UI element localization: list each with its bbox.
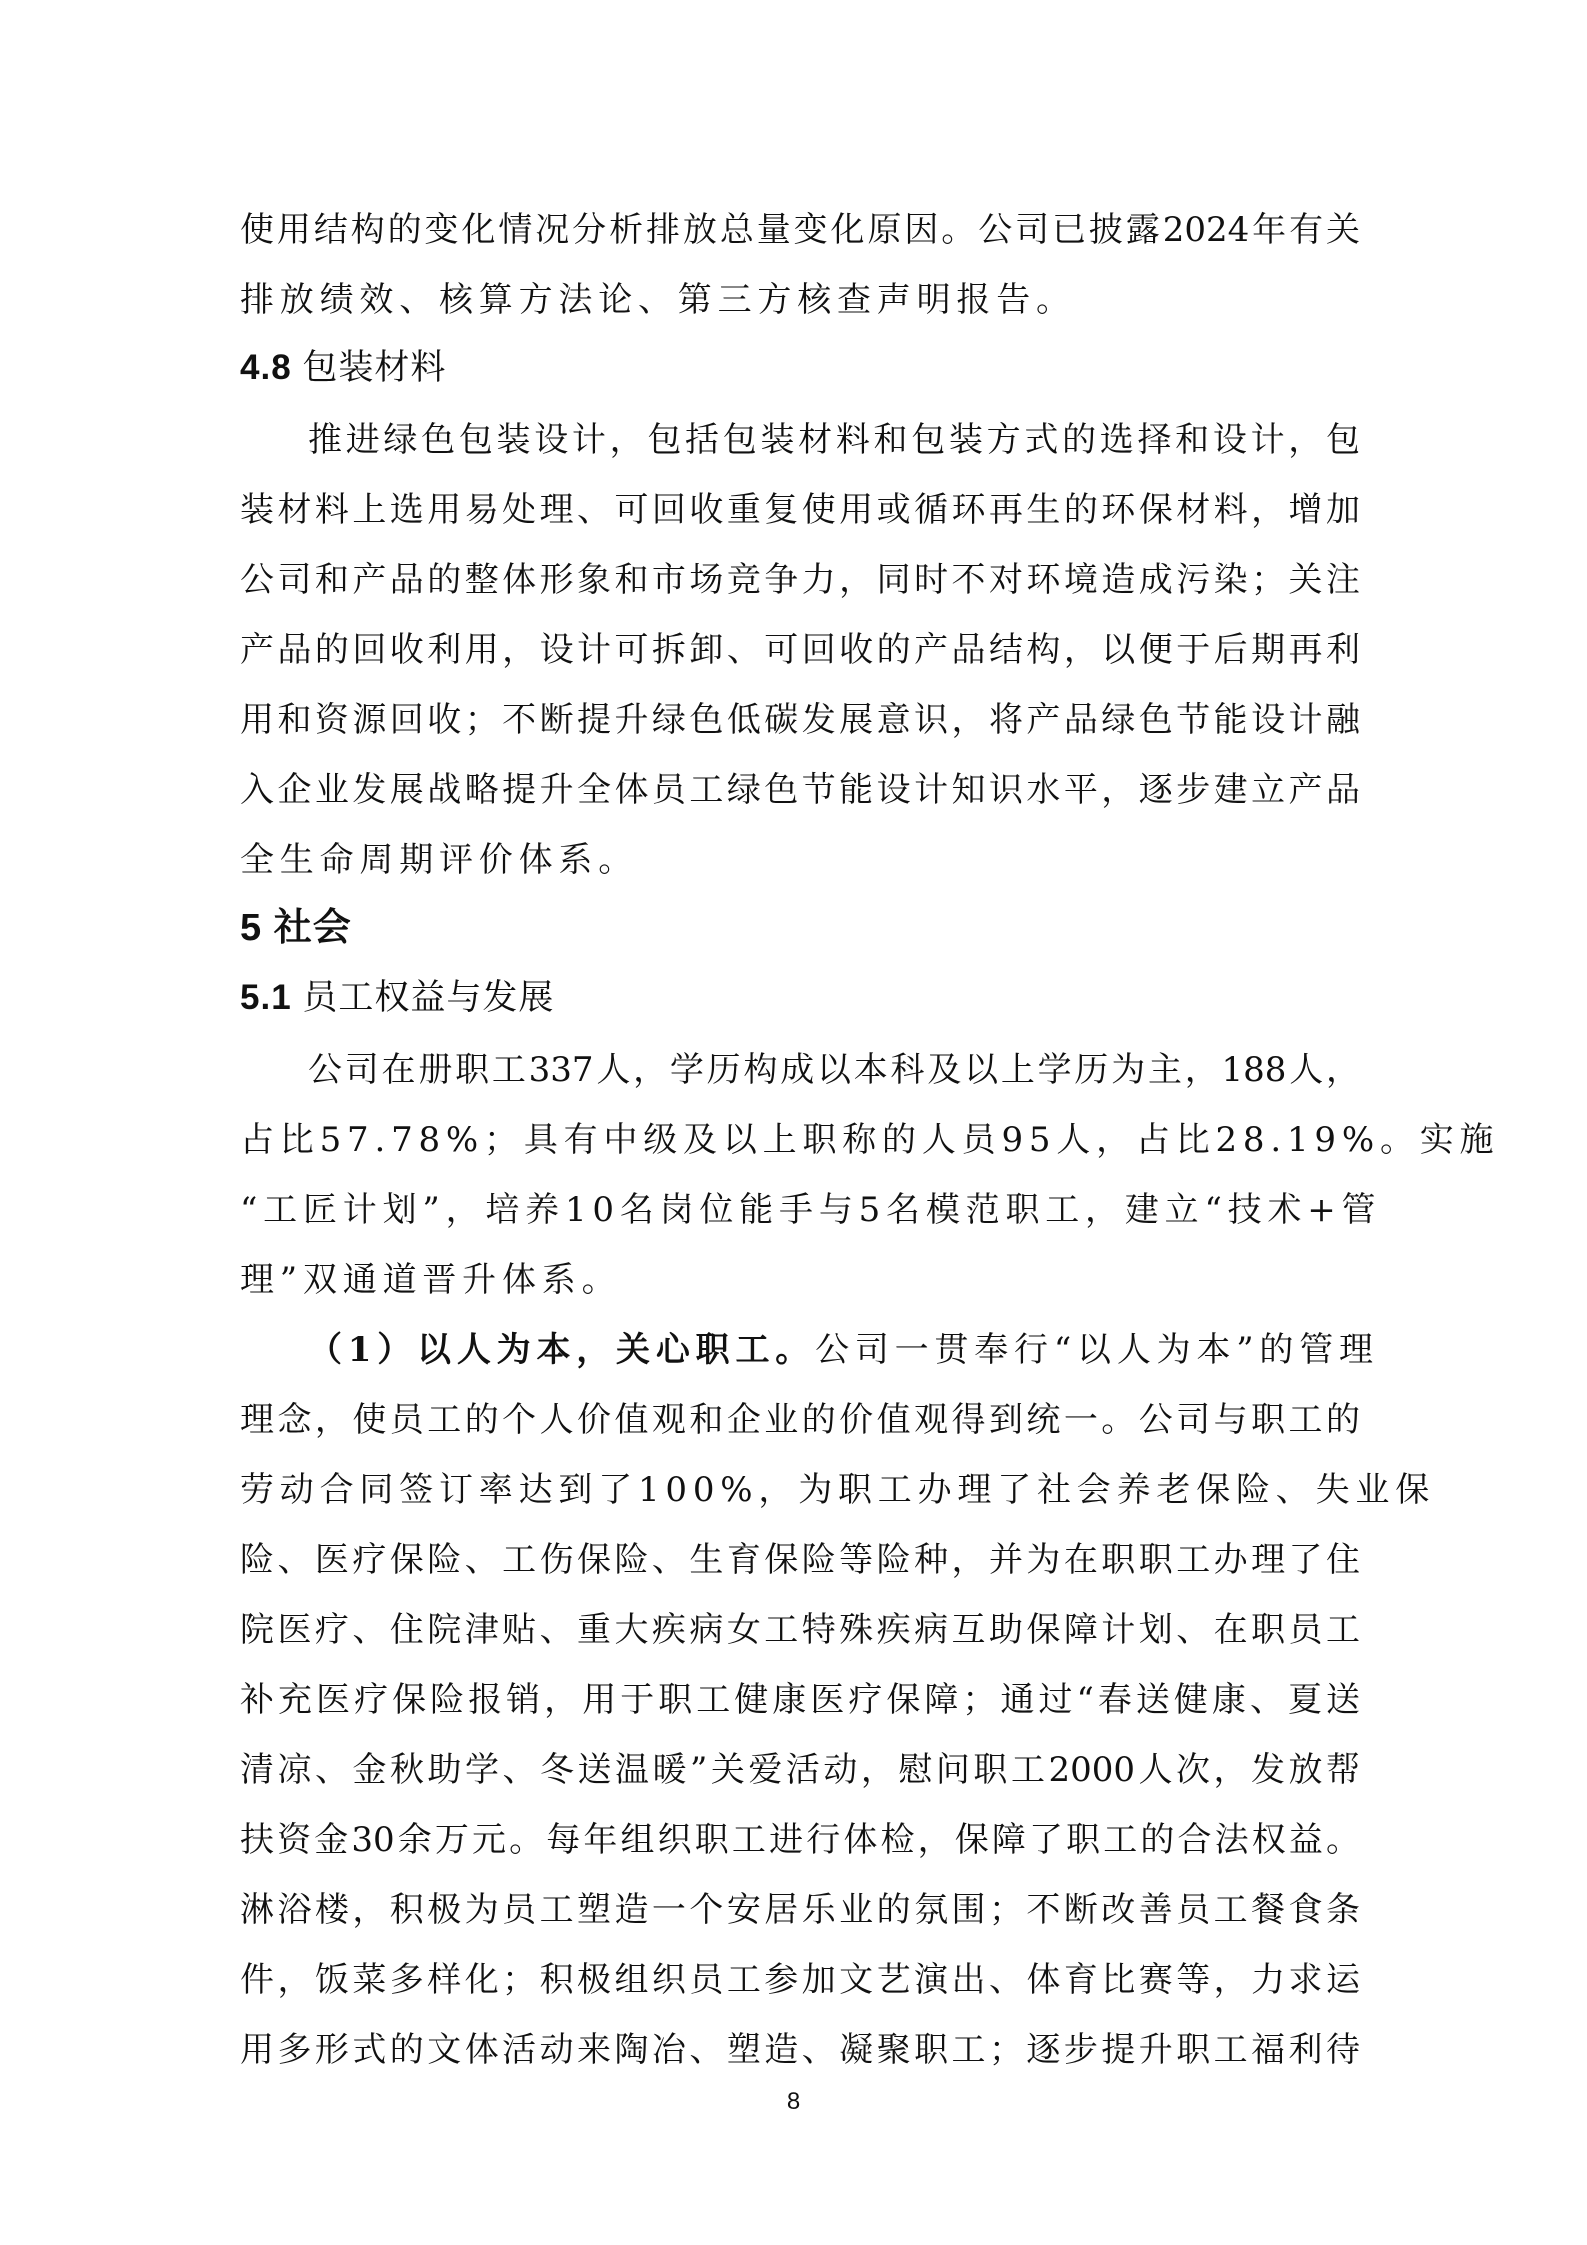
paragraph-line: 清凉、金秋助学、冬送温暖”关爱活动，慰问职工2000人次，发放帮 — [240, 1750, 1360, 1790]
paragraph-line: 件，饭菜多样化；积极组织员工参加文艺演出、体育比赛等，力求运 — [240, 1960, 1360, 2000]
paragraph-line: 险、医疗保险、工伤保险、生育保险等险种，并为在职职工办理了住 — [240, 1540, 1360, 1580]
section-title: 包装材料 — [302, 348, 447, 387]
bold-lead: （1）以人为本，关心职工。 — [308, 1330, 816, 1370]
paragraph-line: 扶资金30余万元。每年组织职工进行体检，保障了职工的合法权益。 — [240, 1820, 1360, 1860]
section-heading-5: 5 社会 — [240, 907, 352, 949]
section-heading-4-8 — [240, 348, 1360, 388]
paragraph-line: 产品的回收利用，设计可拆卸、可回收的产品结构，以便于后期再利 — [240, 630, 1360, 670]
paragraph-line: 入企业发展战略提升全体员工绿色节能设计知识水平，逐步建立产品 — [240, 770, 1360, 810]
paragraph-line: 劳动合同签订率达到了100%，为职工办理了社会养老保险、失业保 — [240, 1470, 1435, 1510]
section-heading-5-1 — [240, 978, 1360, 1018]
section-number: 5.1 — [240, 978, 292, 1017]
paragraph-line: 排放绩效、核算方法论、第三方核查声明报告。 — [240, 280, 1076, 320]
section-number: 4.8 — [240, 348, 292, 387]
paragraph-line: 占比57.78%；具有中级及以上职称的人员95人，占比28.19%。实施 — [240, 1120, 1500, 1160]
paragraph-line: 用多形式的文体活动来陶冶、塑造、凝聚职工；逐步提升职工福利待 — [240, 2030, 1360, 2070]
paragraph-line: 装材料上选用易处理、可回收重复使用或循环再生的环保材料，增加 — [240, 490, 1360, 530]
paragraph-line: 理”双通道晋升体系。 — [240, 1260, 622, 1300]
paragraph-line: 公司和产品的整体形象和市场竞争力，同时不对环境造成污染；关注 — [240, 560, 1360, 600]
section-title: 员工权益与发展 — [302, 978, 555, 1017]
paragraph-line: 院医疗、住院津贴、重大疾病女工特殊疾病互助保障计划、在职员工 — [240, 1610, 1360, 1650]
paragraph-line: 推进绿色包装设计，包括包装材料和包装方式的选择和设计，包 — [308, 420, 1360, 460]
paragraph-line: 全生命周期评价体系。 — [240, 840, 638, 880]
paragraph-line: 淋浴楼，积极为员工塑造一个安居乐业的氛围；不断改善员工餐食条 — [240, 1890, 1360, 1930]
paragraph-line: 用和资源回收；不断提升绿色低碳发展意识，将产品绿色节能设计融 — [240, 700, 1360, 740]
page-number: 8 — [786, 2088, 801, 2115]
paragraph-line: 使用结构的变化情况分析排放总量变化原因。公司已披露2024年有关 — [240, 210, 1360, 250]
paragraph-line — [308, 1330, 1379, 1370]
paragraph-line: “工匠计划”，培养10名岗位能手与5名模范职工，建立“技术+管 — [240, 1190, 1382, 1230]
paragraph-line: 公司在册职工337人，学历构成以本科及以上学历为主，188人， — [308, 1050, 1360, 1090]
paragraph-line: 补充医疗保险报销，用于职工健康医疗保障；通过“春送健康、夏送 — [240, 1680, 1360, 1720]
paragraph-line: 理念，使员工的个人价值观和企业的价值观得到统一。公司与职工的 — [240, 1400, 1360, 1440]
paragraph-text: 公司一贯奉行“以人为本”的管理 — [815, 1330, 1379, 1370]
